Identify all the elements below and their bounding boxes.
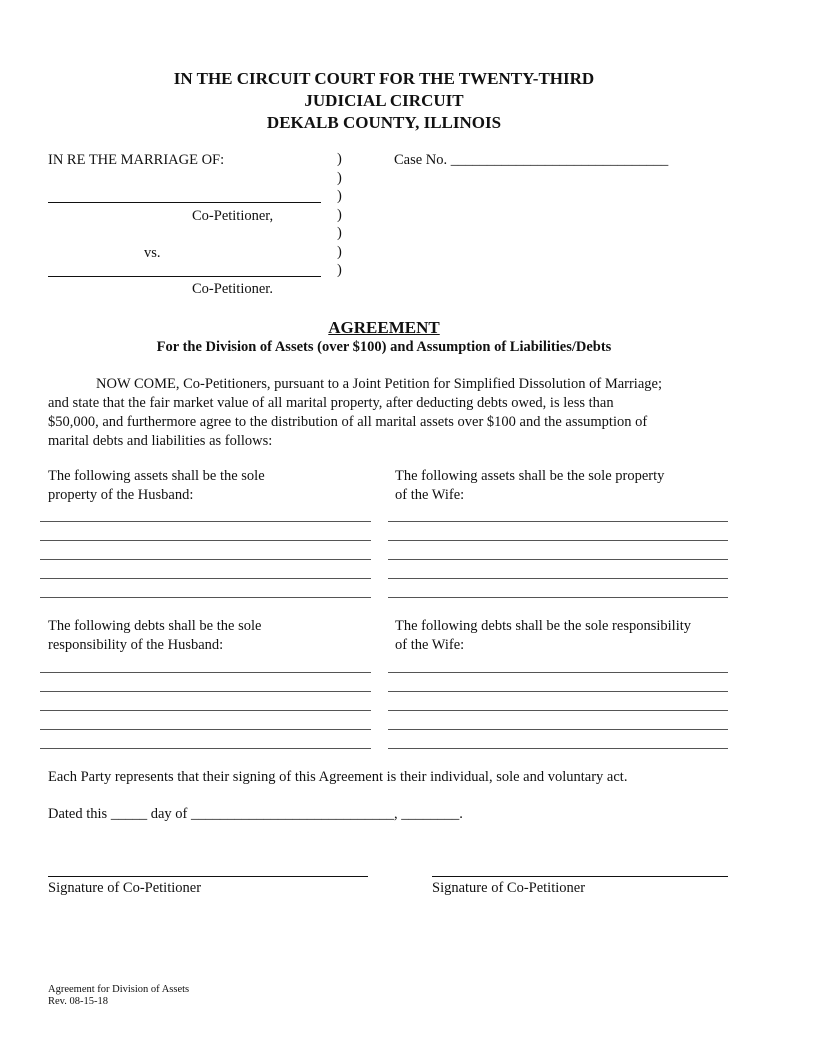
document-title: AGREEMENT bbox=[328, 318, 440, 337]
husband-debt-line[interactable] bbox=[40, 672, 371, 673]
caption-paren: ) bbox=[337, 262, 342, 278]
co-petitioner-1-label: Co-Petitioner, bbox=[192, 208, 274, 224]
wife-debt-line[interactable] bbox=[388, 748, 728, 749]
wife-debt-line[interactable] bbox=[388, 729, 728, 730]
voluntary-act-statement: Each Party represents that their signing of this Agreement is their individual, sole and voluntary act. bbox=[48, 769, 628, 785]
husband-asset-line[interactable] bbox=[40, 559, 371, 560]
husband-assets-heading-2: property of the Husband: bbox=[48, 487, 194, 503]
husband-debts-heading: The following debts shall be the sole bbox=[48, 618, 262, 634]
husband-asset-line[interactable] bbox=[40, 521, 371, 522]
husband-debt-line[interactable] bbox=[40, 748, 371, 749]
wife-debt-line[interactable] bbox=[388, 672, 728, 673]
wife-asset-line[interactable] bbox=[388, 597, 728, 598]
in-re-label: IN RE THE MARRIAGE OF: bbox=[48, 152, 225, 168]
husband-debt-line[interactable] bbox=[40, 710, 371, 711]
caption-paren: ) bbox=[337, 244, 342, 260]
versus-label: vs. bbox=[144, 245, 161, 261]
co-petitioner-2-name-line[interactable] bbox=[48, 276, 321, 277]
court-name-line-1: IN THE CIRCUIT COURT FOR THE TWENTY-THIRD bbox=[173, 69, 595, 88]
wife-asset-line[interactable] bbox=[388, 559, 728, 560]
husband-asset-line[interactable] bbox=[40, 540, 371, 541]
intro-line: NOW COME, Co-Petitioners, pursuant to a Joint Petition for Simplified Dissolution of Marriage; bbox=[96, 376, 662, 392]
signature-label-left: Signature of Co-Petitioner bbox=[48, 880, 202, 896]
wife-asset-line[interactable] bbox=[388, 540, 728, 541]
wife-asset-line[interactable] bbox=[388, 578, 728, 579]
co-petitioner-1-name-line[interactable] bbox=[48, 202, 321, 203]
wife-asset-line[interactable] bbox=[388, 521, 728, 522]
document-subtitle: For the Division of Assets (over $100) and Assumption of Liabilities/Debts bbox=[156, 339, 612, 355]
husband-asset-line[interactable] bbox=[40, 578, 371, 579]
caption-paren: ) bbox=[337, 151, 342, 167]
court-name-line-2: JUDICIAL CIRCUIT bbox=[304, 91, 464, 110]
wife-assets-heading-2: of the Wife: bbox=[395, 487, 465, 503]
intro-line: marital debts and liabilities as follows: bbox=[48, 433, 273, 449]
caption-paren: ) bbox=[337, 188, 342, 204]
intro-line: $50,000, and furthermore agree to the distribution of all marital assets over $100 and the assumption of bbox=[48, 414, 648, 430]
co-petitioner-2-label: Co-Petitioner. bbox=[192, 281, 273, 297]
caption-paren: ) bbox=[337, 170, 342, 186]
husband-asset-line[interactable] bbox=[40, 597, 371, 598]
intro-paragraph bbox=[48, 375, 728, 451]
signature-label-right: Signature of Co-Petitioner bbox=[432, 880, 586, 896]
signature-line-right[interactable] bbox=[432, 876, 728, 877]
caption-paren: ) bbox=[337, 207, 342, 223]
wife-debt-line[interactable] bbox=[388, 710, 728, 711]
dated-line[interactable]: Dated this _____ day of ____________________________, ________. bbox=[48, 806, 463, 822]
case-number-field[interactable]: Case No. ______________________________ bbox=[394, 152, 669, 168]
husband-debt-line[interactable] bbox=[40, 691, 371, 692]
husband-assets-heading: The following assets shall be the sole bbox=[48, 468, 265, 484]
wife-assets-heading: The following assets shall be the sole property bbox=[395, 468, 665, 484]
signature-line-left[interactable] bbox=[48, 876, 368, 877]
wife-debt-line[interactable] bbox=[388, 691, 728, 692]
wife-debts-heading: The following debts shall be the sole responsibility bbox=[395, 618, 691, 634]
footer-form-name: Agreement for Division of Assets bbox=[48, 984, 190, 995]
caption-paren: ) bbox=[337, 225, 342, 241]
husband-debt-line[interactable] bbox=[40, 729, 371, 730]
footer-revision: Rev. 08-15-18 bbox=[48, 996, 108, 1007]
wife-debts-heading-2: of the Wife: bbox=[395, 637, 465, 653]
intro-line: and state that the fair market value of all marital property, after deducting debts owed, is less than bbox=[48, 395, 614, 411]
husband-debts-heading-2: responsibility of the Husband: bbox=[48, 637, 224, 653]
court-county: DEKALB COUNTY, ILLINOIS bbox=[266, 113, 502, 132]
